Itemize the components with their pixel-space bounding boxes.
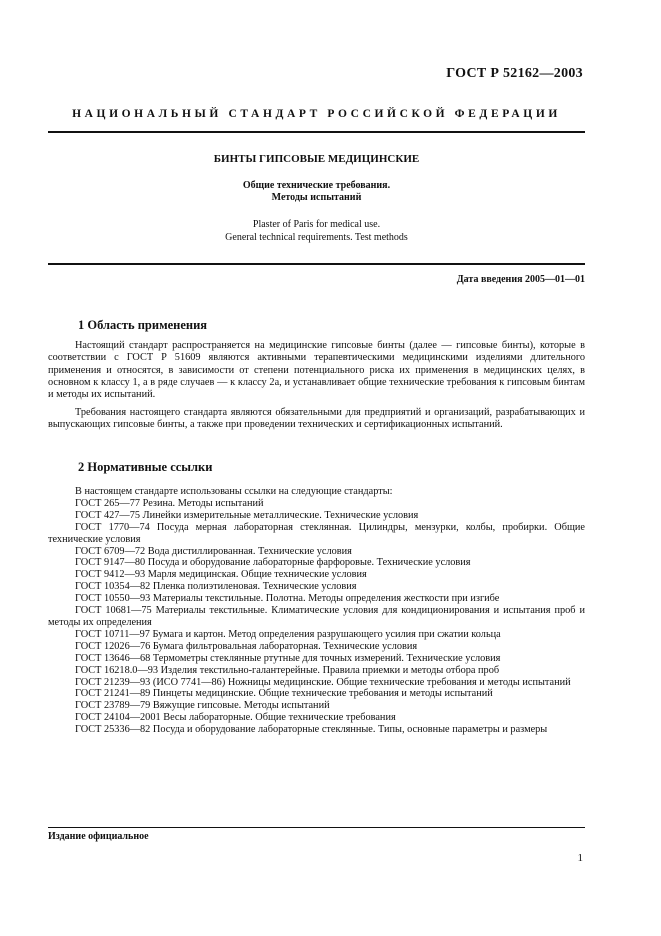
reference-item: ГОСТ 12026—76 Бумага фильтровальная лабораторная. Технические условия <box>75 640 418 652</box>
standard-number: ГОСТ Р 52162—2003 <box>446 66 583 81</box>
references-intro: В настоящем стандарте использованы ссылки на следующие стандарты: <box>75 486 393 497</box>
reference-item: ГОСТ 25336—82 Посуда и оборудование лабораторные стеклянные. Типы, основные параметры и размеры <box>75 724 548 736</box>
footer-divider <box>48 827 585 828</box>
section-1-paragraph-2: Требования настоящего стандарта являются обязательными для предприятий и организаций, разрабатывающих и выпускающих гипсовые бинты, а также при проведении технических и сертификационных испытаний. <box>48 407 585 431</box>
reference-item: ГОСТ 10711—97 Бумага и картон. Метод определения разрушающего усилия при сжатии кольца <box>75 628 501 640</box>
subtitle-line-1: Общие технические требования. <box>242 180 391 191</box>
reference-item: ГОСТ 265—77 Резина. Методы испытаний <box>75 497 264 509</box>
edition-label: Издание официальное <box>48 831 149 842</box>
reference-item: ГОСТ 6709—72 Вода дистиллированная. Технические условия <box>75 545 352 557</box>
reference-item: ГОСТ 24104—2001 Весы лабораторные. Общие технические требования <box>75 712 396 724</box>
english-title-line-1: Plaster of Paris for medical use. <box>252 219 381 230</box>
section-2-heading: 2 Нормативные ссылки <box>78 460 213 474</box>
section-1-heading: 1 Область применения <box>78 318 208 332</box>
subtitle-line-2: Методы испытаний <box>271 192 362 203</box>
normative-references-list <box>48 486 585 736</box>
reference-item: ГОСТ 21241—89 Пинцеты медицинские. Общие технические требования и методы испытаний <box>75 688 493 700</box>
reference-item: ГОСТ 16218.0—93 Изделия текстильно-галантерейные. Правила приемки и методы отбора проб <box>75 664 500 676</box>
reference-item: ГОСТ 9147—80 Посуда и оборудование лабораторные фарфоровые. Технические условия <box>75 557 471 569</box>
reference-item: ГОСТ 10550—93 Материалы текстильные. Полотна. Методы определения жесткости при изгибе <box>75 593 500 605</box>
english-title <box>48 219 585 244</box>
reference-item: ГОСТ 9412—93 Марля медицинская. Общие технические условия <box>75 569 367 581</box>
document-title: БИНТЫ ГИПСОВЫЕ МЕДИЦИНСКИЕ <box>213 153 420 165</box>
reference-item: ГОСТ 23789—79 Вяжущие гипсовые. Методы испытаний <box>75 700 330 712</box>
english-title-line-2: General technical requirements. Test methods <box>225 231 408 243</box>
national-standard-title: НАЦИОНАЛЬНЫЙ СТАНДАРТ РОССИЙСКОЙ ФЕДЕРАЦИИ <box>72 108 561 120</box>
title-divider <box>48 263 585 265</box>
top-divider <box>48 131 585 133</box>
reference-item: ГОСТ 10681—75 Материалы текстильные. Климатические условия для кондиционирования и испытания проб и методы их определения <box>48 605 585 628</box>
introduction-date: Дата введения 2005—01—01 <box>456 274 585 285</box>
document-subtitle <box>48 180 585 204</box>
reference-item: ГОСТ 13646—68 Термометры стеклянные ртутные для точных измерений. Технические условия <box>75 652 501 664</box>
reference-item: ГОСТ 427—75 Линейки измерительные металлические. Технические условия <box>75 509 419 521</box>
reference-item: ГОСТ 21239—93 (ИСО 7741—86) Ножницы медицинские. Общие технические требования и методы испытаний <box>75 676 571 688</box>
reference-item: ГОСТ 10354—82 Пленка полиэтиленовая. Технические условия <box>75 581 357 593</box>
page-number: 1 <box>577 852 583 864</box>
section-1-paragraph-1: Настоящий стандарт распространяется на медицинские гипсовые бинты (далее — гипсовые бинты), которые в соответствии с ГОСТ Р 51609 являются активными терапевтическими медицинскими изделиями длительного применения и относятся, в зависимости от степени потенциального риска их применения в медицинских целях, в основном к классу 1, а в ряде случаев — к классу 2а, и устанавливает общие технические требования к гипсовым бинтам и методы их испытаний. <box>48 340 585 401</box>
reference-item: ГОСТ 1770—74 Посуда мерная лабораторная стеклянная. Цилиндры, мензурки, колбы, пробирки. Общие технические условия <box>48 521 585 545</box>
